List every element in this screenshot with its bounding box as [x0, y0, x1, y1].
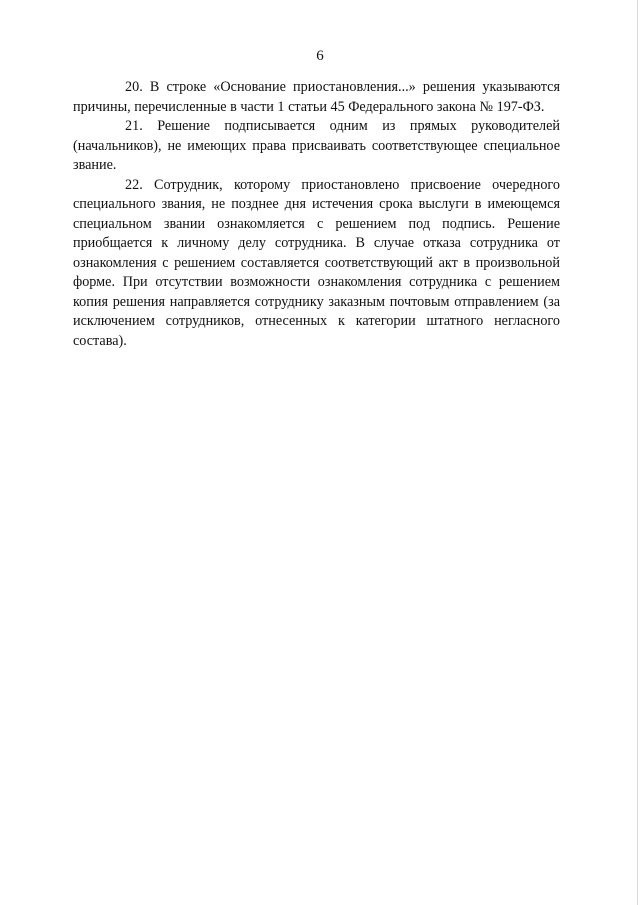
paragraph-22: 22. Сотрудник, которому приостановлено присвоение очередного специального звания, не позднее дня истечения срока выслуги в имеющемся специальном звании ознакомляется с решением под подпись. Решение приобщается к личному делу сотрудника. В случае отказа сотрудника от ознакомления с решением составляется соответствующий акт в произвольной форме. При отсутствии возможности ознакомления сотрудника с решением копия решения направляется сотруднику заказным почтовым отправлением (за исключением сотрудников, отнесенных к категории штатного негласного состава).	[73, 176, 560, 349]
paragraph-21: 21. Решение подписывается одним из прямых руководителей (начальников), не имеющих права присваивать соответствующее специальное звание.	[73, 118, 560, 173]
document-body	[73, 78, 560, 351]
scan-edge	[637, 0, 638, 905]
paragraph-20: 20. В строке «Основание приостановления...» решения указываются причины, перечисленные в части 1 статьи 45 Федерального закона № 197-ФЗ.	[73, 79, 560, 115]
page-number: 6	[316, 48, 324, 64]
